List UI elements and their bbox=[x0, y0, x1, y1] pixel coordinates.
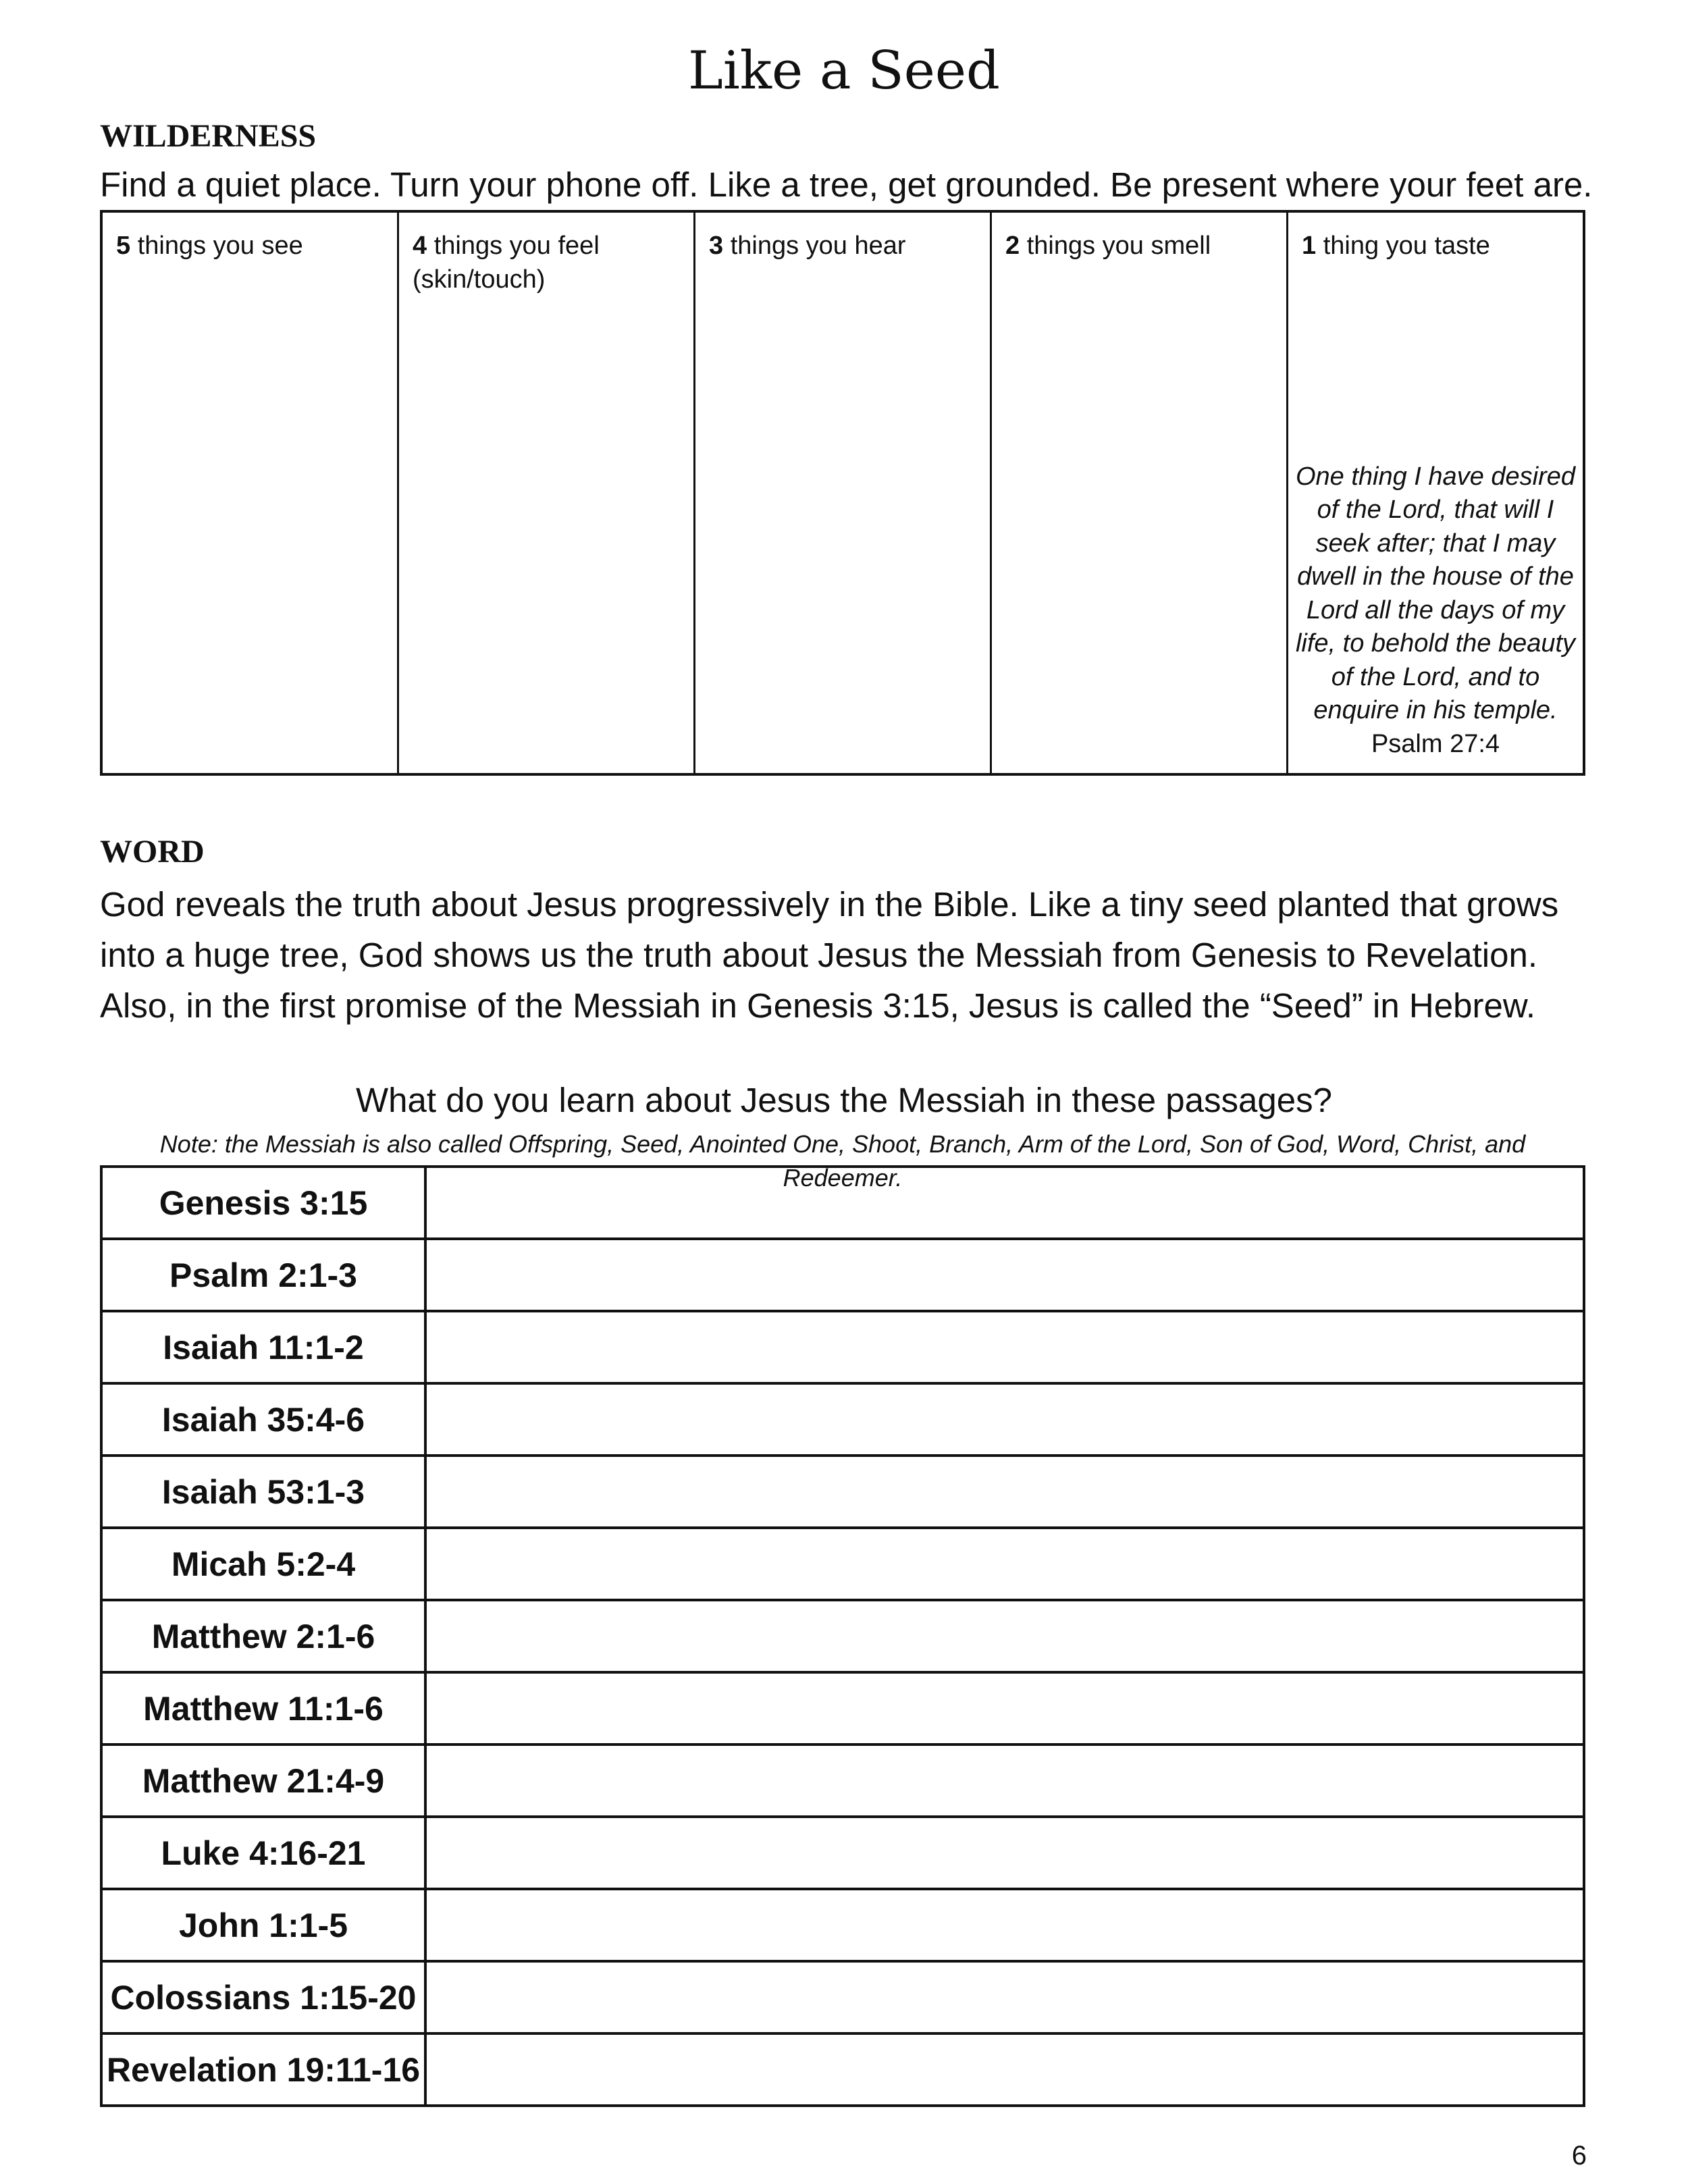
sense-number: 3 bbox=[709, 232, 724, 260]
answer-cell[interactable] bbox=[425, 2033, 1584, 2106]
answer-cell[interactable] bbox=[425, 1744, 1584, 1817]
table-row bbox=[101, 1672, 1584, 1744]
table-row bbox=[101, 1744, 1584, 1817]
passage-reference: Isaiah 53:1-3 bbox=[101, 1456, 425, 1528]
passage-reference: Matthew 2:1-6 bbox=[101, 1600, 425, 1672]
wilderness-heading: WILDERNESS bbox=[100, 118, 317, 154]
answer-cell[interactable] bbox=[425, 1167, 1584, 1239]
verse-text: One thing I have desired of the Lord, that will I seek after; that I may dwell in the house of the Lord all the days of my life, to behold the beauty of the Lord, and to enquire in his temple. bbox=[1295, 462, 1576, 724]
word-heading: WORD bbox=[100, 834, 205, 870]
answer-cell[interactable] bbox=[425, 1889, 1584, 1961]
messiah-names-note: Note: the Messiah is also called Offspring, Seed, Anointed One, Shoot, Branch, Arm of the Lord, Son of God, Word, Christ, and Redeemer. bbox=[159, 1130, 1526, 1192]
passage-reference: Matthew 21:4-9 bbox=[101, 1744, 425, 1817]
passage-reference: Revelation 19:11-16 bbox=[101, 2033, 425, 2106]
answer-cell[interactable] bbox=[425, 1528, 1584, 1600]
table-row bbox=[101, 1817, 1584, 1889]
sense-cell-see[interactable] bbox=[103, 213, 399, 773]
table-row bbox=[101, 1961, 1584, 2033]
wilderness-instruction: Find a quiet place. Turn your phone off. Like a tree, get grounded. Be present where your feet are. bbox=[100, 165, 1593, 204]
table-row bbox=[101, 1889, 1584, 1961]
sense-number: 1 bbox=[1302, 232, 1317, 260]
table-row bbox=[101, 1311, 1584, 1383]
sense-cell-smell[interactable] bbox=[992, 213, 1288, 773]
table-row bbox=[101, 1383, 1584, 1456]
passage-reference: Luke 4:16-21 bbox=[101, 1817, 425, 1889]
answer-cell[interactable] bbox=[425, 1239, 1584, 1311]
sense-label: things you hear bbox=[730, 232, 906, 260]
sense-label: things you see bbox=[137, 232, 303, 260]
sense-number: 2 bbox=[1005, 232, 1020, 260]
table-row bbox=[101, 1456, 1584, 1528]
sense-cell-feel[interactable] bbox=[399, 213, 695, 773]
answer-cell[interactable] bbox=[425, 1456, 1584, 1528]
scripture-verse bbox=[1295, 460, 1576, 762]
passage-reference: John 1:1-5 bbox=[101, 1889, 425, 1961]
sense-number: 5 bbox=[116, 232, 131, 260]
passages-question: What do you learn about Jesus the Messiah in these passages? bbox=[356, 1081, 1332, 1119]
table-row bbox=[101, 2033, 1584, 2106]
table-row bbox=[101, 1167, 1584, 1239]
sense-label: things you smell bbox=[1026, 232, 1211, 260]
passages-table bbox=[100, 1165, 1585, 2107]
passage-reference: Psalm 2:1-3 bbox=[101, 1239, 425, 1311]
page-title: Like a Seed bbox=[688, 41, 1000, 101]
passage-reference: Matthew 11:1-6 bbox=[101, 1672, 425, 1744]
verse-reference: Psalm 27:4 bbox=[1371, 729, 1500, 758]
answer-cell[interactable] bbox=[425, 1817, 1584, 1889]
sense-label: thing you taste bbox=[1323, 232, 1490, 260]
sense-cell-hear[interactable] bbox=[695, 213, 992, 773]
answer-cell[interactable] bbox=[425, 1672, 1584, 1744]
page-number: 6 bbox=[1571, 2141, 1587, 2170]
answer-cell[interactable] bbox=[425, 1961, 1584, 2033]
senses-table bbox=[100, 210, 1585, 776]
table-row bbox=[101, 1600, 1584, 1672]
sense-label: things you feel (skin/touch) bbox=[413, 232, 600, 294]
passage-reference: Colossians 1:15-20 bbox=[101, 1961, 425, 2033]
passage-reference: Micah 5:2-4 bbox=[101, 1528, 425, 1600]
passage-reference: Isaiah 11:1-2 bbox=[101, 1311, 425, 1383]
table-row bbox=[101, 1528, 1584, 1600]
passage-reference: Genesis 3:15 bbox=[101, 1167, 425, 1239]
sense-number: 4 bbox=[413, 232, 427, 260]
answer-cell[interactable] bbox=[425, 1311, 1584, 1383]
answer-cell[interactable] bbox=[425, 1600, 1584, 1672]
answer-cell[interactable] bbox=[425, 1383, 1584, 1456]
word-paragraph: God reveals the truth about Jesus progressively in the Bible. Like a tiny seed planted that grows into a huge tree, God shows us the truth about Jesus the Messiah from Genesis to Revelation. Also, in the first promise of the Messiah in Genesis 3:15, Jesus is called the “Seed” in Hebrew. bbox=[100, 885, 1559, 1025]
passage-reference: Isaiah 35:4-6 bbox=[101, 1383, 425, 1456]
sense-cell-taste[interactable] bbox=[1288, 213, 1583, 773]
table-row bbox=[101, 1239, 1584, 1311]
